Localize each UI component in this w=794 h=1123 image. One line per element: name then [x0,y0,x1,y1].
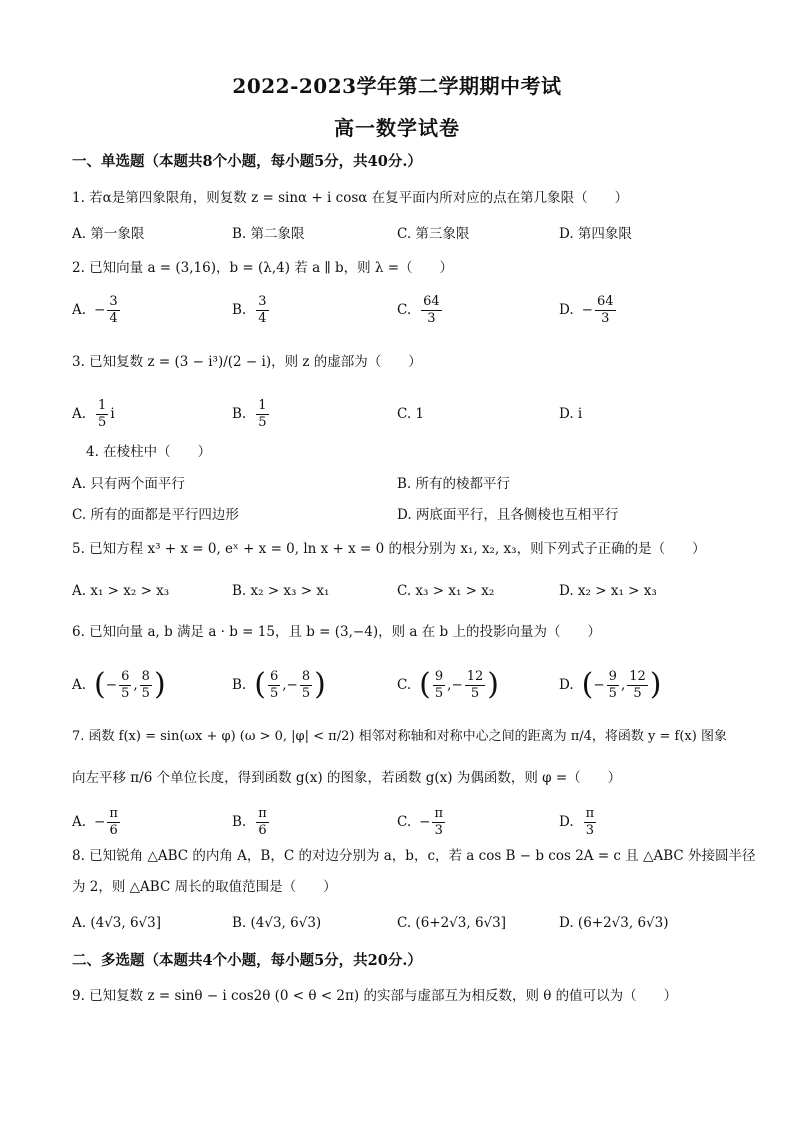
q7-option-a-den: 6 [109,822,118,838]
q2-option-b-fraction [256,294,268,327]
question-4-options-row2 [72,497,732,529]
question-8-options [72,904,732,942]
q6-option-a-lparen: ( [94,667,106,702]
q7-option-a [72,800,122,844]
q3-option-a-label: A. [72,406,87,422]
q3-option-a-fraction [96,398,108,431]
q6-option-a-sign1: − [105,677,118,693]
q3-option-a-suffix: i [110,406,115,422]
question-3-options [72,394,732,434]
q3-option-b-fraction [256,398,268,431]
q2-option-a-label: A. [72,302,87,318]
q1-option-d: D. 第四象限 [559,226,632,242]
question-8-line2: 为 2，则 △ABC 周长的取值范围是（ ） [72,879,337,895]
question-9-stem: 9. 已知复数 z = sinθ − i cos2θ (0 < θ < 2π) 的实部与虚部互为相反数，则 θ 的值可以为（ ） [72,988,678,1004]
q6-option-c-lparen: ( [419,667,431,702]
question-1-options [72,213,732,251]
q1-option-c: C. 第三象限 [397,226,470,242]
question-7-line2: 向左平移 π/6 个单位长度，得到函数 g(x) 的图象，若函数 g(x) 为偶函数，则 φ =（ ） [72,770,622,786]
q3-option-b-den: 5 [258,414,267,430]
q7-option-d [559,800,598,844]
q6-option-c-num2: 12 [466,668,484,684]
q2-option-c-den: 3 [427,310,436,326]
q6-option-d-num1: 9 [608,668,617,684]
q4-option-b: B. 所有的棱都平行 [397,476,511,492]
q6-option-c-frac2 [465,669,486,702]
q4-option-d: D. 两底面平行，且各侧棱也互相平行 [397,507,619,523]
question-4-stem: 4. 在棱柱中（ ） [86,444,212,460]
q6-option-a-den1: 5 [121,685,130,701]
q2-option-d-sign: − [581,302,593,318]
q8-option-a: A. (4√3, 6√3] [72,915,162,931]
q8-option-c: C. (6+2√3, 6√3] [397,915,507,931]
q2-option-d-den: 3 [601,310,610,326]
exam-subtitle: 高一数学试卷 [334,116,460,140]
q7-option-c-num: π [434,805,443,821]
q6-option-d-rparen: ) [649,667,662,702]
q2-option-d [559,290,618,330]
q6-option-c-frac1 [433,669,445,702]
q8-option-d: D. (6+2√3, 6√3) [559,915,669,931]
q7-option-c [397,800,447,844]
q6-option-b-rparen: ) [314,667,326,702]
section-single-choice: 一、单选题（本题共8个小题，每小题5分，共40分.） [72,153,422,170]
q2-option-c-label: C. [397,302,412,318]
q6-option-b-frac1 [268,669,280,702]
q6-option-c: C. ( $\frac{9}{5}$ , − $\frac{12}{5}$ ) [397,667,500,702]
section-multiple-choice: 二、多选题（本题共4个小题，每小题5分，共20分.） [72,952,422,969]
q1-option-b: B. 第二象限 [232,226,305,242]
question-6-stem: 6. 已知向量 a, b 满足 a · b = 15，且 b = (3,−4)，则 a 在 b 上的投影向量为（ ） [72,624,601,640]
q5-option-d: D. x₂ > x₁ > x₃ [559,583,657,599]
q6-option-b-sign2: − [286,677,298,693]
q3-option-b-label: B. [232,406,247,422]
q6-option-d-frac1 [607,669,619,702]
q2-option-c-num: 64 [423,293,440,309]
q2-option-d-label: D. [559,302,574,318]
q6-option-b-frac2 [300,669,312,702]
q6-option-c-sign2: − [451,677,463,693]
q6-option-d-frac2 [627,669,648,702]
q6-option-d-sign1: − [593,677,605,693]
q2-option-a-fraction [107,294,119,327]
q6-option-c-den2: 5 [470,685,480,701]
question-3-stem: 3. 已知复数 z = (3 − i³)/(2 − i)，则 z 的虚部为（ ） [72,354,422,370]
q4-option-c: C. 所有的面都是平行四边形 [72,507,239,523]
q5-option-a: A. x₁ > x₂ > x₃ [72,583,170,599]
question-2-stem: 2. 已知向量 a = (3,16)，b = (λ,4) 若 a ∥ b，则 λ =（ ） [72,260,454,276]
q6-option-a-num2: 8 [141,668,150,684]
q3-option-d: D. i [559,406,583,422]
q2-option-d-num: 64 [596,293,614,309]
q7-option-c-sign: − [419,814,431,830]
question-6-options [72,662,732,708]
q7-option-d-fraction [584,806,597,839]
q3-option-c: C. 1 [397,406,425,422]
question-5-stem: 5. 已知方程 x³ + x = 0, eˣ + x = 0, ln x + x = 0 的根分别为 x₁, x₂, x₃，则下列式子正确的是（ ） [72,541,706,557]
q6-option-b-num2: 8 [301,668,311,684]
q7-option-d-label: D. [559,814,574,830]
q6-option-c-label: C. [397,677,412,693]
q6-option-c-den1: 5 [434,685,444,701]
q6-option-c-rparen: ) [487,667,500,702]
q2-option-a [72,290,122,330]
q2-option-a-sign: − [94,302,106,318]
exam-title: 2022-2023学年第二学期期中考试 [232,74,562,98]
question-7-options [72,800,732,844]
q6-option-a-rparen: ) [153,667,166,702]
q6-option-b-den2: 5 [301,685,311,701]
q7-option-c-fraction [432,806,445,839]
q3-option-a-den: 5 [98,414,107,430]
q6-option-b-label: B. [232,677,247,693]
q7-option-a-sign: − [94,814,106,830]
q6-option-a-frac1 [119,669,131,702]
q5-option-c: C. x₃ > x₁ > x₂ [397,583,495,599]
q7-option-d-den: 3 [585,822,595,838]
q6-option-d-num2: 12 [629,668,646,684]
q7-option-b-num: π [258,805,267,821]
q3-option-a [72,394,115,434]
q2-option-b-num: 3 [258,293,267,309]
q1-option-a: A. 第一象限 [72,226,145,242]
q2-option-a-num: 3 [109,293,118,309]
question-1-stem: 1. 若α是第四象限角，则复数 z = sinα + i cosα 在复平面内所对应的点在第几象限（ ） [72,190,629,206]
q5-option-b: B. x₂ > x₃ > x₁ [232,583,330,599]
q6-option-a-den2: 5 [141,685,150,701]
q6-option-d-label: D. [559,677,574,693]
q4-option-a: A. 只有两个面平行 [72,476,185,492]
q6-option-d-lparen: ( [581,667,594,702]
q2-option-c [397,290,444,330]
question-5-options [72,572,732,610]
q2-option-b [232,290,271,330]
q6-option-d-den2: 5 [633,685,642,701]
q7-option-a-label: A. [72,814,87,830]
q7-option-a-num: π [109,805,118,821]
q6-option-a-frac2 [140,669,152,702]
q6-option-a-label: A. [72,677,87,693]
q7-option-b-label: B. [232,814,247,830]
q7-option-a-fraction [107,806,120,839]
q3-option-b-num: 1 [258,397,267,413]
q2-option-d-fraction [595,294,616,327]
q6-option-b: B. ( $\frac{6}{5}$ , − $\frac{8}{5}$ ) [232,667,326,702]
q6-option-d-den1: 5 [608,685,617,701]
q7-option-c-den: 3 [434,822,443,838]
q2-option-a-den: 4 [109,310,118,326]
q2-option-b-label: B. [232,302,247,318]
question-8-line1: 8. 已知锐角 △ABC 的内角 A，B，C 的对边分别为 a，b，c，若 a cos B − b cos 2A = c 且 △ABC 外接圆半径 [72,848,756,864]
q7-option-d-num: π [585,805,595,821]
q6-option-b-num1: 6 [269,668,279,684]
q6-option-c-num1: 9 [434,668,444,684]
question-7-line1: 7. 函数 f(x) = sin(ωx + φ) (ω > 0, |φ| < π/2) 相邻对称轴和对称中心之间的距离为 π/4，将函数 y = f(x) 图象 [72,729,727,744]
question-2-options [72,290,732,330]
q7-option-b-fraction [256,806,269,839]
q7-option-b [232,800,271,844]
q6-option-a-num1: 6 [121,668,130,684]
q2-option-b-den: 4 [258,310,267,326]
q6-option-d: D. ( − $\frac{9}{5}$ , $\frac{12}{5}$ ) [559,667,662,702]
q7-option-b-den: 6 [258,822,267,838]
q6-option-a: A. ( − $\frac{6}{5}$ , $\frac{8}{5}$ ) [72,667,166,702]
q6-option-b-den1: 5 [269,685,279,701]
question-4-options-row1 [72,466,732,498]
q6-option-b-lparen: ( [254,667,266,702]
q2-option-c-fraction [421,294,442,327]
q8-option-b: B. (4√3, 6√3) [232,915,322,931]
q7-option-c-label: C. [397,814,412,830]
q3-option-b [232,394,271,434]
q3-option-a-num: 1 [98,397,107,413]
